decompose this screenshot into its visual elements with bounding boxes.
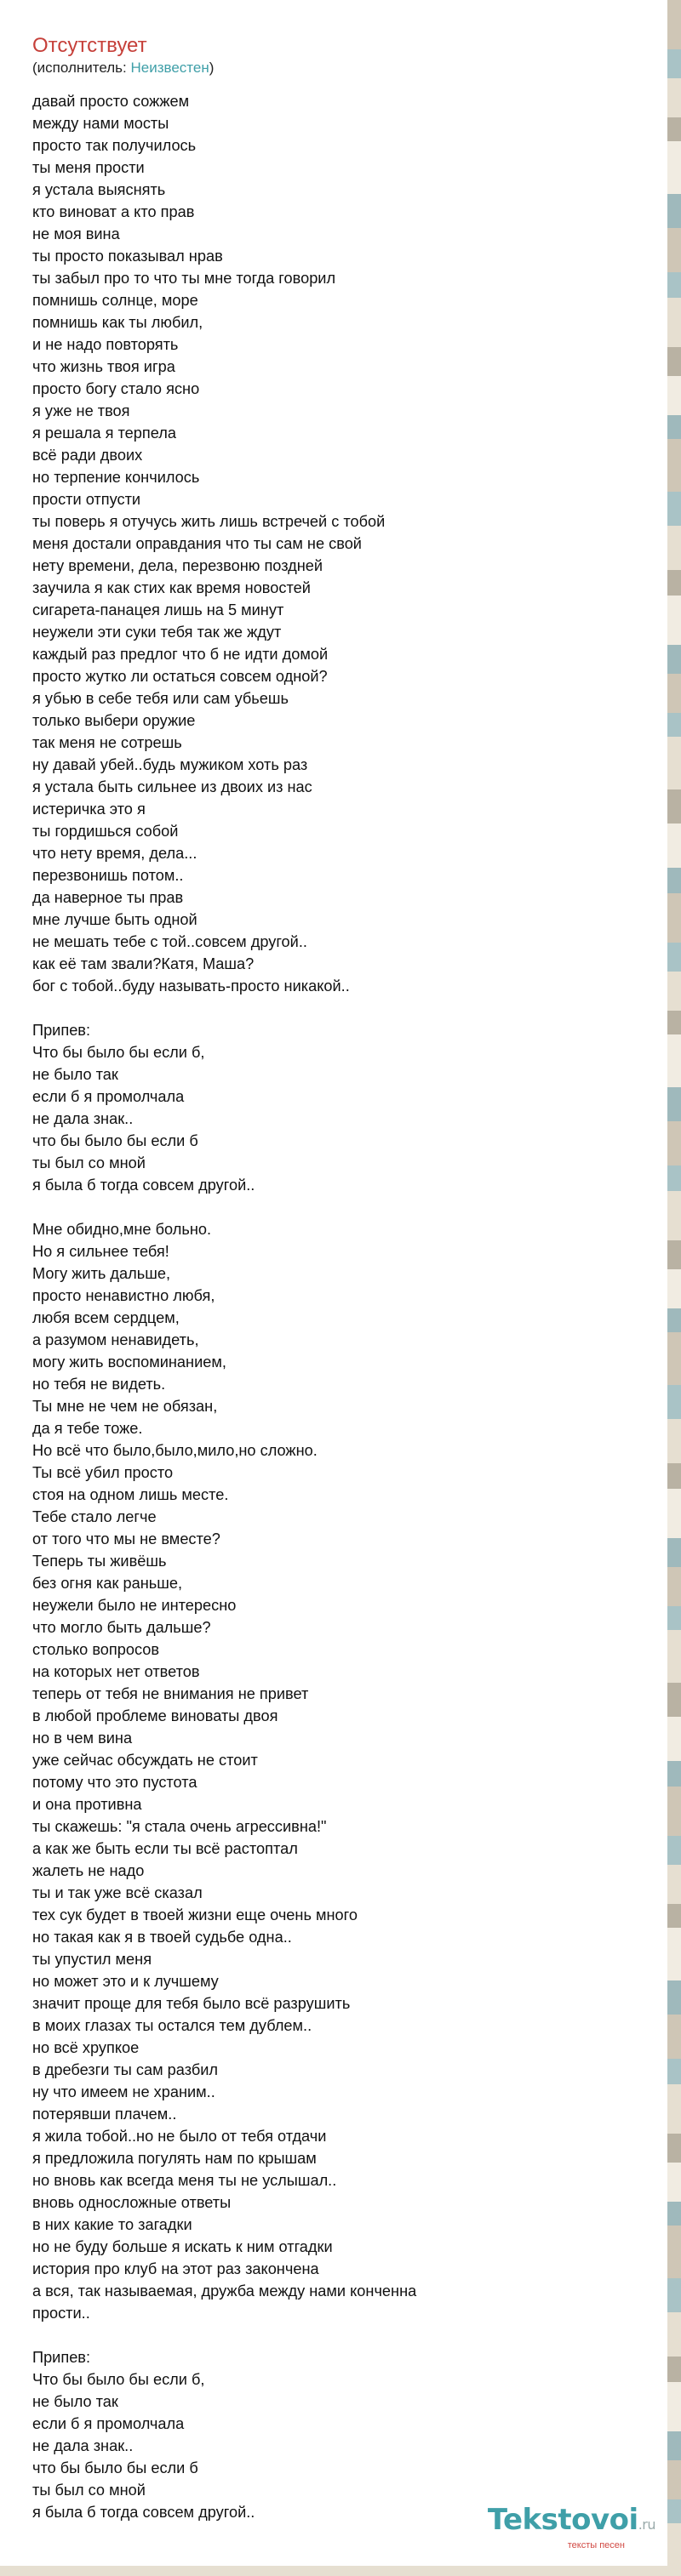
logo-wordmark	[488, 2505, 655, 2540]
performer-suffix: )	[209, 60, 215, 76]
logo-tagline: тексты песен	[567, 2540, 625, 2550]
performer-line	[32, 60, 214, 77]
song-title: Отсутствует	[32, 34, 147, 57]
site-logo[interactable]	[488, 2505, 655, 2550]
artist-link[interactable]: Неизвестен	[130, 60, 209, 76]
logo-tld: .ru	[638, 2516, 655, 2533]
logo-name: Tekstovoi	[487, 2503, 638, 2537]
lyrics-text: давай просто сожжем между нами мосты просто так получилось ты меня прости я устала выяснять кто виноват а кто прав не моя вина ты просто показывал нрав ты забыл про то что ты мне тогда говорил помнишь солнце, море помнишь как ты любил, и не надо повторять что жизнь твоя игра просто богу стало ясно я уже не твоя я решала я терпела всё ради двоих но терпение кончилось прости отпусти ты поверь я отучусь жить лишь встречей с тобой меня достали оправдания что ты сам не свой нету времени, дела, перезвоню поздней заучила я как стих как время новостей сигарета-панацея лишь на 5 минут неужели эти суки тебя так же ждут каждый раз предлог что б не идти домой просто жутко ли остаться совсем одной? я убью в себе тебя или сам убьешь только выбери оружие так меня не сотрешь ну давай убей..будь мужиком хоть раз я устала быть сильнее из двоих из нас истеричка это я ты гордишься собой что нету время, дела... перезвонишь потом.. да наверное ты прав мне лучше быть одной не мешать тебе с той..совсем другой.. как её там звали?Катя, Маша? бог с тобой..буду называть-просто никакой.. Припев: Что бы было бы если б, не было так если б я промолчала не дала знак.. что бы было бы если б ты был со мной я была б тогда совсем другой.. Мне обидно,мне больно. Но я сильнее тебя! Могу жить дальше, просто ненавистно любя, любя всем сердцем, а разумом ненавидеть, могу жить воспоминанием, но тебя не видеть. Ты мне не чем не обязан, да я тебе тоже. Но всё что было,было,мило,но сложно. Ты всё убил просто стоя на одном лишь месте. Тебе стало легче от того что мы не вместе? Теперь ты живёшь без огня как раньше, неужели было не интересно что могло быть дальше? столько вопросов на которых нет ответов теперь от тебя не внимания не привет в любой проблеме виноваты двоя но в чем вина уже сейчас обсуждать не стоит потому что это пустота и она противна ты скажешь: "я стала очень агрессивна!" а как же быть если ты всё растоптал жалеть не надо ты и так уже всё сказал тех сук будет в твоей жизни еще очень много но такая как я в твоей судьбе одна.. ты упустил меня но может это и к лучшему значит проще для тебя было всё разрушить в моих глазах ты остался тем дублем.. но всё хрупкое в дребезги ты сам разбил ну что имеем не храним.. потерявши плачем.. я жила тобой..но не было от тебя отдачи я предложила погулять нам по крышам но вновь как всегда меня ты не услышал.. вновь односложные ответы в них какие то загадки но не буду больше я искать к ним отгадки история про клуб на этот раз закончена а вся, так называемая, дружба между нами конченна прости.. Припев: Что бы было бы если б, не было так если б я промолчала не дала знак.. что бы было бы если б ты был со мной я была б тогда совсем другой..	[32, 93, 417, 2521]
performer-prefix: (исполнитель:	[32, 60, 131, 76]
song-header	[32, 34, 214, 77]
